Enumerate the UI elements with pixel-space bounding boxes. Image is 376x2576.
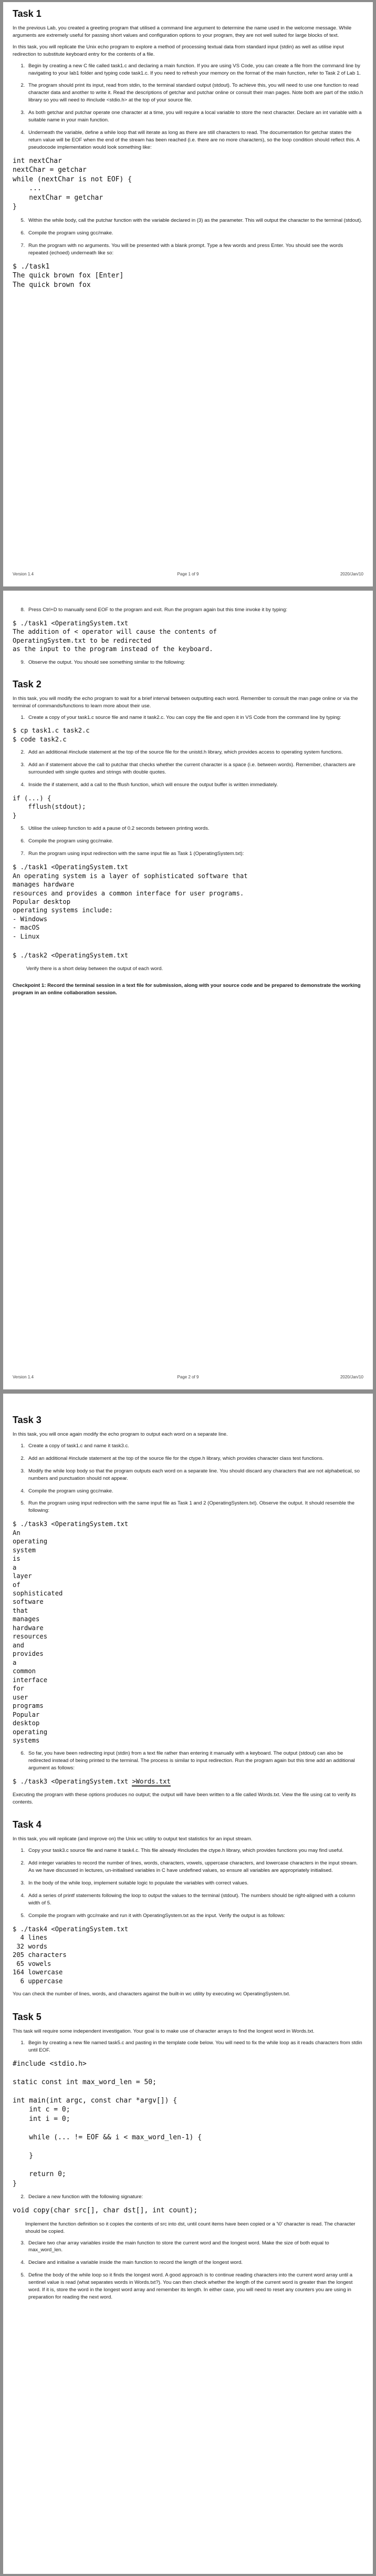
task2-step-5: 5. Utilise the usleep function to add a pause of 0.2 seconds between printing words. — [26, 825, 363, 832]
task3-redirect-target: >Words.txt — [132, 1778, 170, 1787]
task4-step-1: 1. Copy your task3.c source file and name it task4.c. This file already #includes the ctype.h library, which provides functions you may find useful. — [26, 1847, 363, 1854]
task1-steps — [13, 63, 363, 151]
footer-date: 2020/Jan/10 — [340, 572, 363, 576]
task5-steps-cont — [13, 2193, 363, 2201]
task1-step-2: 2. The program should print its input, read from stdin, to the terminal standard output (stdout). To achieve this, you will need to use one function to read character data and another to write it. Read the descriptions of getchar and putchar online or consult their man pages. Note both are part of the stdio.h library so you will need to #include <stdio.h> at the top of your source file. — [26, 82, 363, 104]
task1-steps-end — [13, 606, 363, 614]
task1-title: Task 1 — [13, 8, 41, 19]
task3-step-2: 2. Add an additional #include statement at the top of the source file for the ctype.h library, which provides character class test functions. — [26, 1455, 363, 1462]
task3-title: Task 3 — [13, 1415, 41, 1425]
task3-step-6: 6. So far, you have been redirecting input (stdin) from a text file rather than entering it manually with a keyboard. The output (stdout) can also be redirected instead of being printed to the terminal. The process is similar to input redirection. Run the program again but this time add an additional argument as follows: — [26, 1750, 363, 1772]
task2-step-2: 2. Add an additional #include statement at the top of the source file for the unistd.h library, which provides access to operating system functions. — [26, 749, 363, 756]
task2-step-1: 1. Create a copy of your task1.c source file and name it task2.c. You can copy the file and open it in VS Code from the command line by typing: — [26, 714, 363, 722]
task1-step-5: 5. Within the while body, call the putchar function with the variable declared in (3) as the parameter. This will output the character to the terminal (stdout). — [26, 217, 363, 224]
task5-step-3: 3. Declare two char array variables inside the main function to store the current word and the longest word. Make the size of both equal to max_word_len. — [26, 2240, 363, 2254]
task2-intro: In this task, you will modify the echo program to wait for a brief interval between outputting each word. Remember to consult the man page online or via the terminal of commands/functions to learn more about their use. — [13, 695, 358, 709]
task4-step-4: 4. Add a series of printf statements following the loop to output the values to the terminal (stdout). The numbers should be right-aligned with a column width of 5. — [26, 1892, 363, 1907]
task3-step-3: 3. Modify the while loop body so that the program outputs each word on a separate line. You should discard any characters that are not alphabetical, so numbers and punctuation should not appear. — [26, 1468, 363, 1482]
footer-date: 2020/Jan/10 — [340, 1375, 363, 1379]
task3-step-5: 5. Run the program using input redirection with the same input file as Task 1 and 2 (OperatingSystem.txt). Observe the output. It should resemble the following: — [26, 1500, 363, 1514]
task4-step-2: 2. Add integer variables to record the number of lines, words, characters, vowels, uppercase characters, and lowercase characters in the input stream. As we have discussed in lectures, un-initialised variables in C have undefined values, so ensure all variables are appropriately initialised. — [26, 1860, 363, 1874]
task1-steps-cont — [13, 217, 363, 257]
task1-steps-final — [13, 659, 363, 666]
task2-run-command: $ ./task2 <OperatingSystem.txt — [13, 952, 129, 960]
task1-step-6: 6. Compile the program using gcc/make. — [26, 230, 363, 237]
task1-step-7: 7. Run the program with no arguments. You will be presented with a blank prompt. Type a few words and press Enter. You should see the words repeated (echoed) underneath like so: — [26, 242, 363, 257]
task2-step-7: 7. Run the program using input redirection with the same input file as Task 1 (OperatingSystem.txt): — [26, 850, 363, 858]
task5-steps-more — [13, 2240, 363, 2301]
task5-step-1: 1. Begin by creating a new file named task5.c and pasting in the template code below. You will need to fix the while loop as it reads characters from stdin until EOF. — [26, 2039, 363, 2054]
task4-steps — [13, 1847, 363, 1919]
task4-step-3: 3. In the body of the while loop, implement suitable logic to populate the variables with correct values. — [26, 1880, 363, 1887]
task5-copy-signature: void copy(char src[], char dst[], int count); — [13, 2207, 198, 2215]
task4-output-session: $ ./task4 <OperatingSystem.txt 4 lines 32 words 205 characters 65 vowels 164 lowercase 6 uppercase — [13, 1925, 129, 1985]
footer-version: Version 1.4 — [13, 572, 34, 576]
task5-step-2: 2. Declare a new function with the following signature: — [26, 2193, 363, 2201]
task5-steps — [13, 2039, 363, 2054]
task3-output-redirect — [13, 1777, 363, 1786]
task4-title: Task 4 — [13, 1819, 41, 1830]
document-page-1 — [3, 2, 373, 586]
task4-after: You can check the number of lines, words, and characters against the built-in wc utility by executing wc OperatingSystem.txt. — [13, 1991, 290, 1997]
task3-steps-cont — [13, 1750, 363, 1772]
task3-redirect-prefix: $ ./task3 <OperatingSystem.txt — [13, 1778, 132, 1786]
task1-intro-2: In this task, you will replicate the Unix echo program to explore a method of processing textual data from standard input (stdin) as well as utilise input redirection to substitute keyboard entry for the contents of a file. — [13, 44, 344, 57]
task1-pseudocode: int nextChar nextChar = getchar while (nextChar is not EOF) { ... nextChar = getchar } — [13, 157, 132, 211]
task5-step-2-detail: Implement the function definition so it copies the contents of src into dst, until count items have been copied or a '\0' character is read. The character should be copied. — [25, 2221, 356, 2234]
task1-step-4: 4. Underneath the variable, define a while loop that will iterate as long as there are still characters to read. The documentation for getchar states the return value will be EOF when the end of the stream has been reached (i.e. there are no more characters), so the loop condition should reflect this. A pseudocode implementation would look something like: — [26, 129, 363, 151]
task5-title: Task 5 — [13, 2011, 41, 2022]
task1-step-3: 3. As both getchar and putchar operate one character at a time, you will require a local variable to store the next character. Declare an int variable with a suitable name in your main function. — [26, 109, 363, 124]
task2-step-3: 3. Add an if statement above the call to putchar that checks whether the current character is a space (i.e. between words). Remember, characters are surrounded with single quotes and strings with double quotes. — [26, 761, 363, 776]
task3-step-4: 4. Compile the program using gcc/make. — [26, 1488, 363, 1495]
task1-echo-session: $ ./task1 The quick brown fox [Enter] The quick brown fox — [13, 262, 124, 289]
task3-after: Executing the program with these options produces no output; the output will have been written to a file called Words.txt. View the file using cat to verify its contents. — [13, 1791, 356, 1805]
task1-redirect-session: $ ./task1 <OperatingSystem.txt The addition of < operator will cause the contents of OperatingSystem.txt to be redirected as the input to the program instead of the keyboard. — [13, 619, 217, 653]
footer-version: Version 1.4 — [13, 1375, 34, 1379]
task3-intro: In this task, you will once again modify the echo program to output each word on a separate line. — [13, 1431, 228, 1437]
task3-output-session: $ ./task3 <OperatingSystem.txt An operating system is a layer of sophisticated software that manages hardware resources and provides a common interface for user programs Popular desktop operating systems — [13, 1520, 129, 1744]
checkpoint-1: Checkpoint 1: Record the terminal session in a text file for submission, along with your source code and be prepared to demonstrate the working program in an online collaboration session. — [13, 982, 361, 996]
task5-step-4: 4. Declare and initialise a variable inside the main function to record the length of the longest word. — [26, 2259, 363, 2266]
task2-fflush-code: if (...) { fflush(stdout); } — [13, 794, 86, 819]
task2-title: Task 2 — [13, 678, 41, 689]
task1-step-1: 1. Begin by creating a new C file called task1.c and declaring a main function. If you are using VS Code, you can create a file from the command line by navigating to your lab1 folder and typing code task1.c. If you need to refresh your memory on the format of the main function, refer to Task 2 of Lab 1. — [26, 63, 363, 77]
task5-template-code: #include <stdio.h> static const int max_word_len = 50; int main(int argc, const char *argv[]) { int c = 0; int i = 0; while (... != EOF && i < max_word_len-1) { } return 0; } — [13, 2059, 202, 2188]
footer-page-number: Page 2 of 9 — [177, 1375, 199, 1379]
task2-output-session: $ ./task1 <OperatingSystem.txt An operating system is a layer of sophisticated software that manages hardware resources and provides a common interface for user programs. Popular desktop operating systems include: - Windows - macOS - Linux — [13, 863, 248, 940]
task1-step-8: 8. Press Ctrl+D to manually send EOF to the program and exit. Run the program again but this time invoke it by typing: — [26, 606, 363, 614]
page-1-footer — [13, 572, 363, 579]
footer-page-number: Page 1 of 9 — [177, 572, 199, 576]
task2-step-6: 6. Compile the program using gcc/make. — [26, 838, 363, 845]
task4-step-5: 5. Compile the program with gcc/make and run it with OperatingSystem.txt as the input. Verify the output is as follows: — [26, 1912, 363, 1920]
page-2-footer — [13, 1375, 363, 1382]
task2-steps-cont — [13, 749, 363, 789]
task2-copy-commands: $ cp task1.c task2.c $ code task2.c — [13, 727, 90, 743]
task2-verify-note: Verify there is a short delay between the output of each word. — [26, 965, 163, 972]
task2-steps — [13, 714, 363, 722]
task4-intro: In this task, you will replicate (and improve on) the Unix wc utility to output text statistics for an input stream. — [13, 1836, 253, 1842]
task5-step-5: 5. Define the body of the while loop so it finds the longest word. A good approach is to continue reading characters into the current word array until a sentinel value is read (what separates words in Words.txt?). You can then check whether the length of the current word is greater than the longest word. If it is, store the word in the longest word array and remember its length. In either case, you will need to reset any counters you are using in preparation for reading the next word. — [26, 2272, 363, 2301]
task3-step-1: 1. Create a copy of task1.c and name it task3.c. — [26, 1442, 363, 1450]
task2-steps-more — [13, 825, 363, 858]
task1-intro-1: In the previous Lab, you created a greeting program that utilised a command line argument to determine the name used in the welcome message. While arguments are extremely useful for passing short values and configuration options to your program, they are not well suited for large blocks of text. — [13, 25, 352, 38]
task2-step-4: 4. Inside the if statement, add a call to the fflush function, which will ensure the output buffer is written immediately. — [26, 781, 363, 789]
task1-step-9: 9. Observe the output. You should see something similar to the following: — [26, 659, 363, 666]
document-page-3 — [3, 1394, 373, 2574]
task5-intro: This task will require some independent investigation. Your goal is to make use of character arrays to find the longest word in Words.txt. — [13, 2028, 315, 2034]
task3-steps — [13, 1442, 363, 1514]
document-page-2 — [3, 591, 373, 1389]
